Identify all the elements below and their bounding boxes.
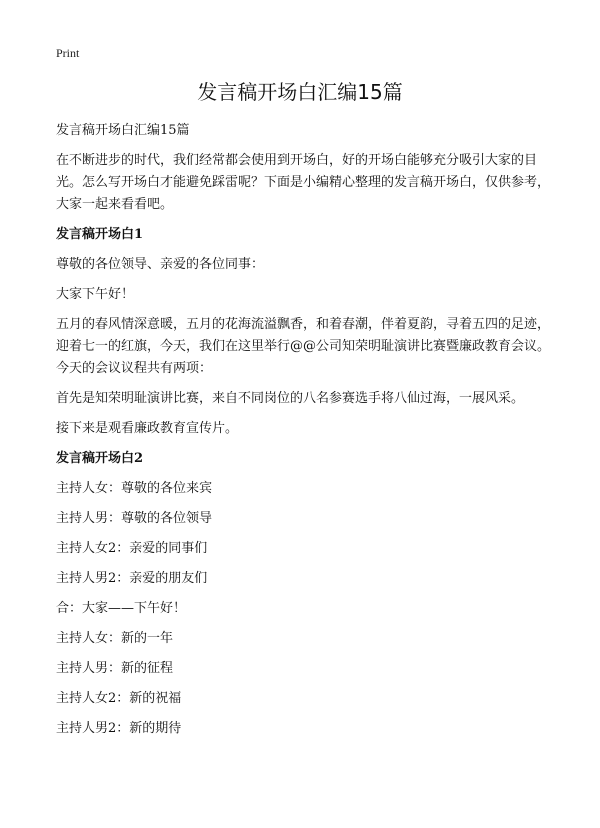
document-subtitle: 发言稿开场白汇编15篇 xyxy=(56,123,190,138)
intro-paragraph: 在不断进步的时代，我们经常都会使用到开场白，好的开场白能够充分吸引大家的目光。怎么写开场白才能避免踩雷呢？下面是小编精心整理的发言稿开场白，仅供参考，大家一起来看看吧。 xyxy=(56,153,551,212)
section-heading-2: 发言稿开场白2 xyxy=(56,451,144,466)
document-body xyxy=(56,120,550,748)
paragraph: 接下来是观看廉政教育宣传片。 xyxy=(56,421,239,436)
paragraph: 五月的春风情深意暖，五月的花海流溢飘香，和着春潮，伴着夏韵，寻着五四的足迹，迎着七一的红旗，今天，我们在这里举行@@公司知荣明耻演讲比赛暨廉政教育会议。今天的会议议程共有两项： xyxy=(56,317,551,376)
script-line: 合：大家——下午好！ xyxy=(56,601,187,616)
script-line: 主持人女：尊敬的各位来宾 xyxy=(56,481,213,496)
section-heading-1: 发言稿开场白1 xyxy=(56,227,144,242)
script-line: 主持人女2：新的祝福 xyxy=(56,691,182,706)
print-link[interactable]: Print xyxy=(56,46,80,60)
script-line: 主持人男：新的征程 xyxy=(56,661,174,676)
paragraph: 尊敬的各位领导、亲爱的各位同事： xyxy=(56,257,265,272)
script-line: 主持人女：新的一年 xyxy=(56,631,174,646)
script-line: 主持人男2：新的期待 xyxy=(56,721,182,736)
script-line: 主持人男2：亲爱的朋友们 xyxy=(56,571,208,586)
paragraph: 大家下午好！ xyxy=(56,287,135,302)
paragraph: 首先是知荣明耻演讲比赛，来自不同岗位的八名参赛选手将八仙过海，一展风采。 xyxy=(56,391,525,406)
script-line: 主持人女2：亲爱的同事们 xyxy=(56,541,208,556)
document-title: 发言稿开场白汇编15篇 xyxy=(197,80,403,104)
script-line: 主持人男：尊敬的各位领导 xyxy=(56,511,213,526)
